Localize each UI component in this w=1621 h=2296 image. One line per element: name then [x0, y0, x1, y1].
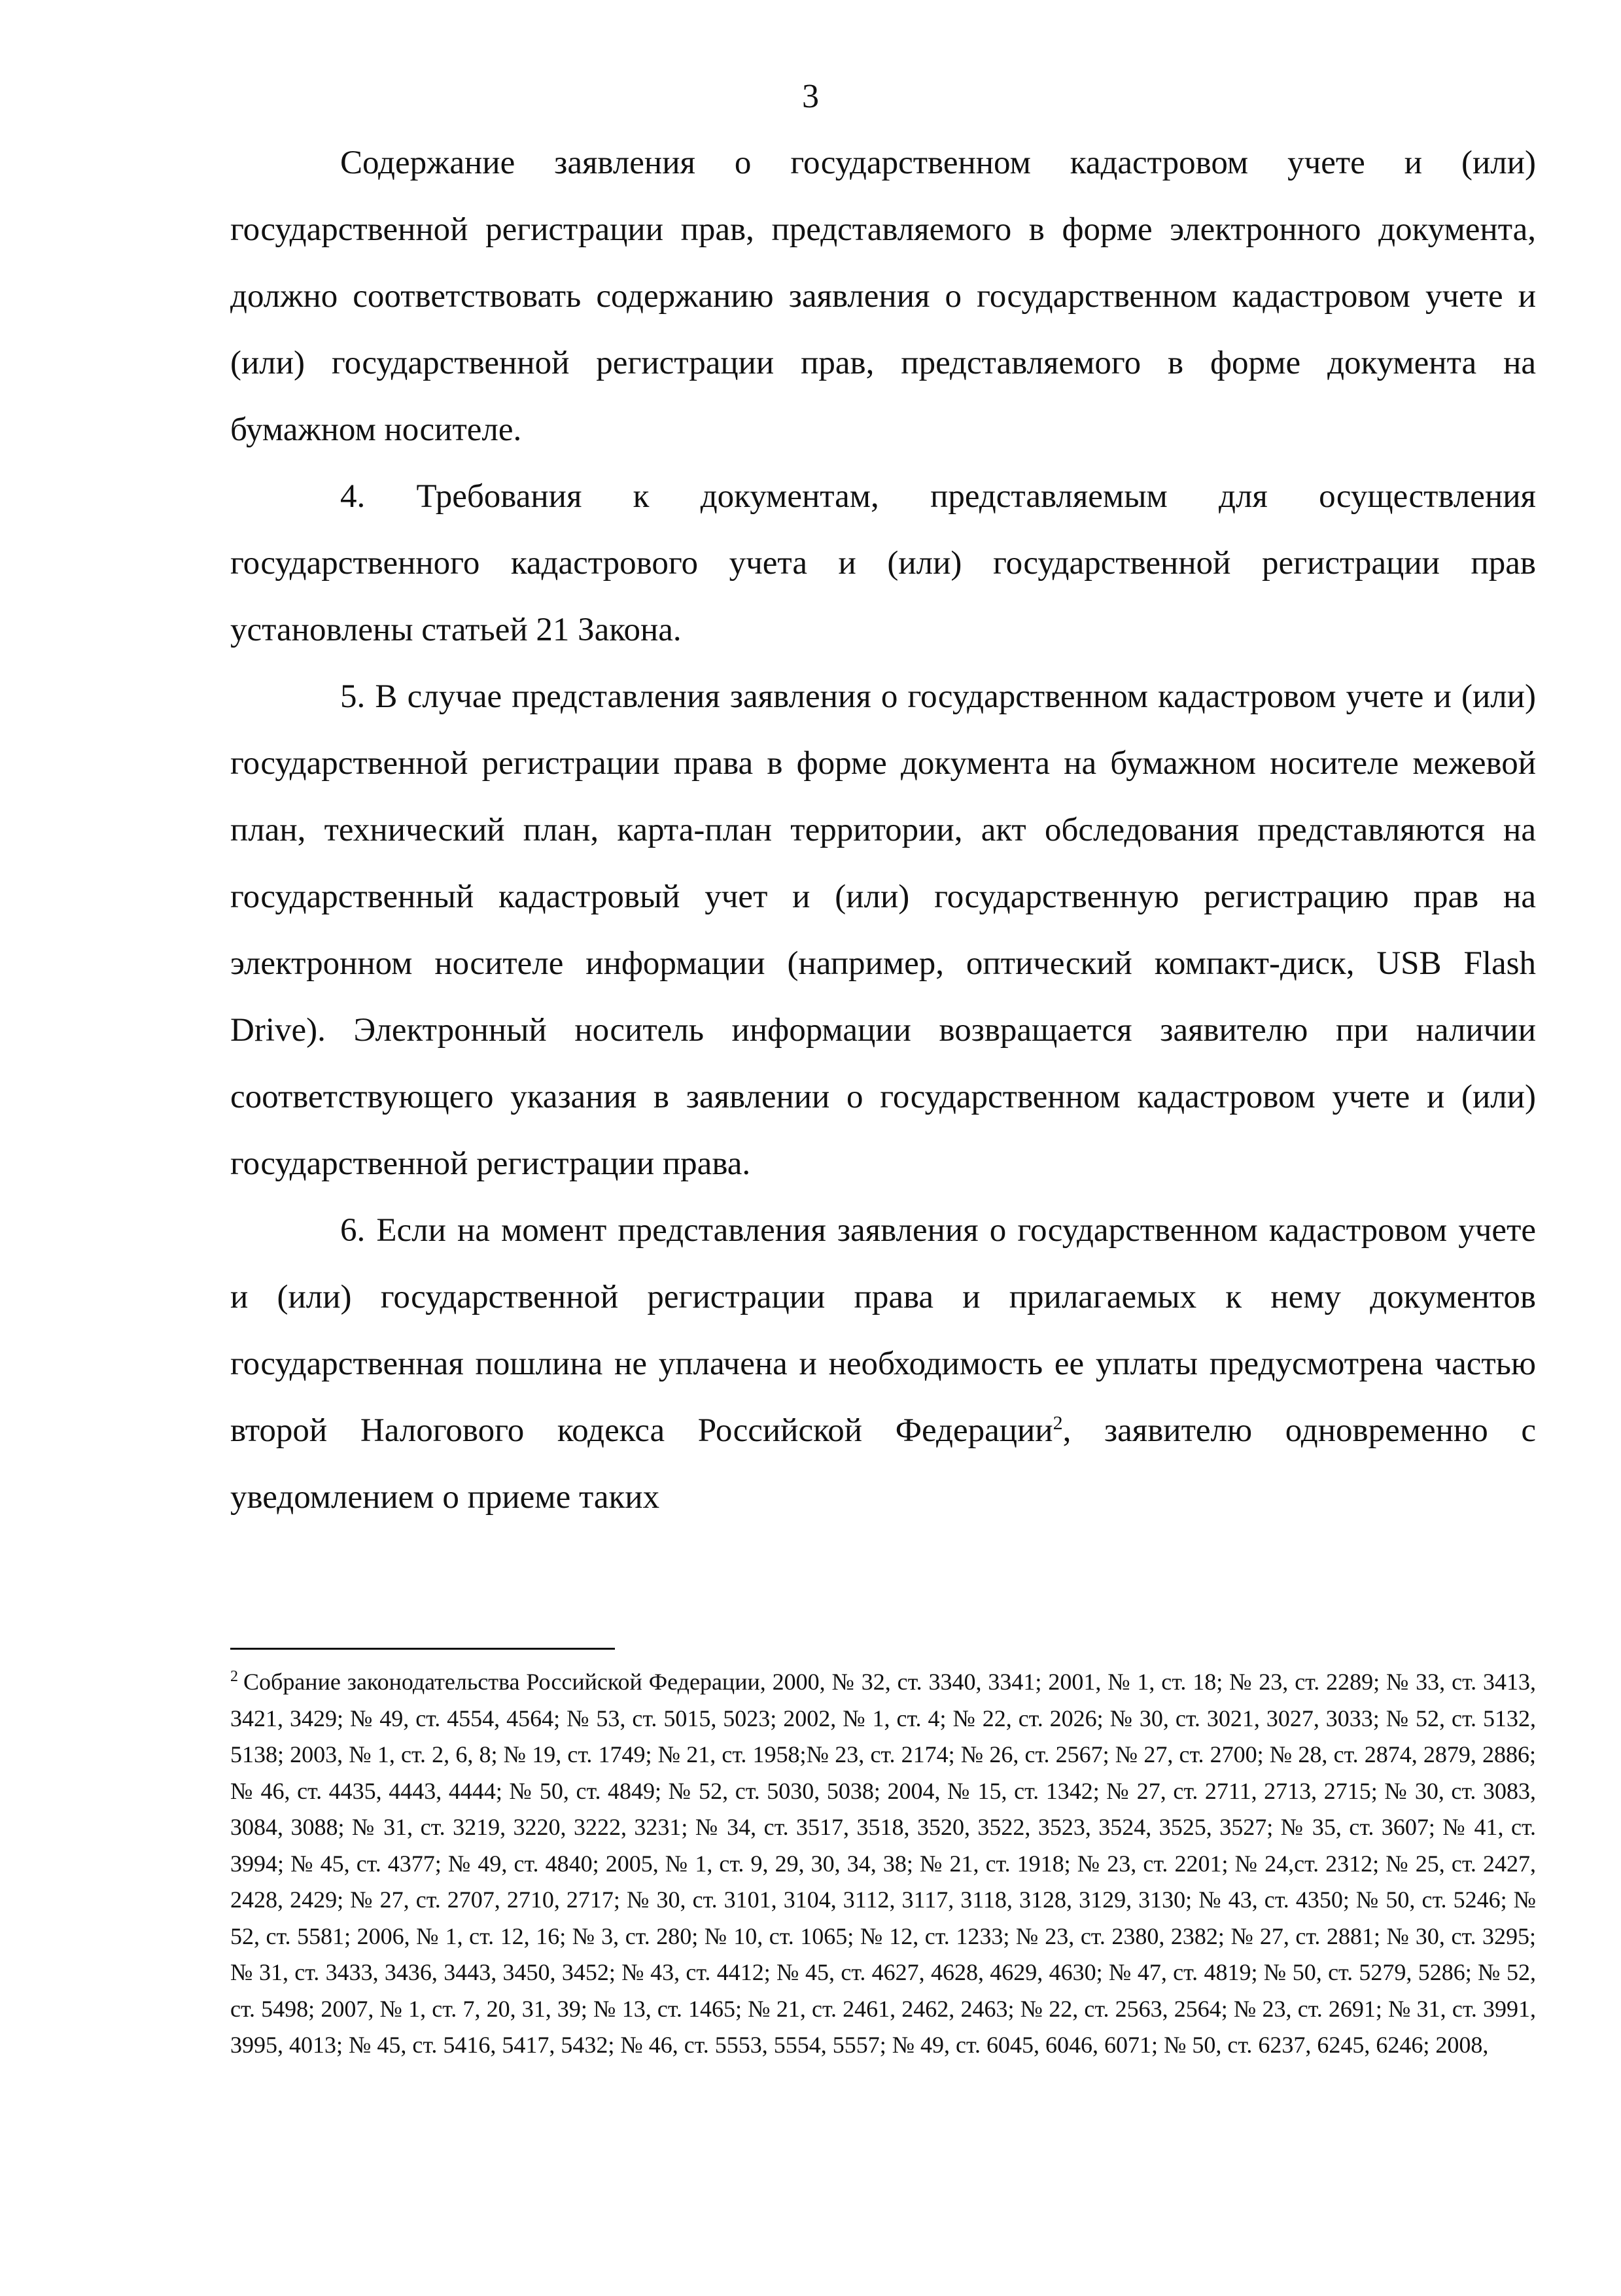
footnote-reference: 2: [1053, 1412, 1063, 1434]
footnote-text: Собрание законодательства Российской Федерации, 2000, № 32, ст. 3340, 3341; 2001, № 1, ст. 18; № 23, ст. 2289; № 33, ст. 3413, 3421, 3429; № 49, ст. 4554, 4564; № 53, ст. 5015, 5023; 2002, № 1, ст. 4; № 22, ст. 2026; № 30, ст. 3021, 3027, 3033; № 52, ст. 5132, 5138; 2003, № 1, ст. 2, 6, 8; № 19, ст. 1749; № 21, ст. 1958;№ 23, ст. 2174; № 26, ст. 2567; № 27, ст. 2700; № 28, ст. 2874, 2879, 2886; № 46, ст. 4435, 4443, 4444; № 50, ст. 4849; № 52, ст. 5030, 5038; 2004, № 15, ст. 1342; № 27, ст. 2711, 2713, 2715; № 30, ст. 3083, 3084, 3088; № 31, ст. 3219, 3220, 3222, 3231; № 34, ст. 3517, 3518, 3520, 3522, 3523, 3524, 3525, 3527; № 35, ст. 3607; № 41, ст. 3994; № 45, ст. 4377; № 49, ст. 4840; 2005, № 1, ст. 9, 29, 30, 34, 38; № 21, ст. 1918; № 23, ст. 2201; № 24,ст. 2312; № 25, ст. 2427, 2428, 2429; № 27, ст. 2707, 2710, 2717; № 30, ст. 3101, 3104, 3112, 3117, 3118, 3128, 3129, 3130; № 43, ст. 4350; № 50, ст. 5246; № 52, ст. 5581; 2006, № 1, ст. 12, 16; № 3, ст. 280; № 10, ст. 1065; № 12, ст. 1233; № 23, ст. 2380, 2382; № 27, ст. 2881; № 30, ст. 3295; № 31, ст. 3433, 3436, 3443, 3450, 3452; № 43, ст. 4412; № 45, ст. 4627, 4628, 4629, 4630; № 47, ст. 4819; № 50, ст. 5279, 5286; № 52, ст. 5498; 2007, № 1, ст. 7, 20, 31, 39; № 13, ст. 1465; № 21, ст. 2461, 2462, 2463; № 22, ст. 2563, 2564; № 23, ст. 2691; № 31, ст. 3991, 3995, 4013; № 45, ст. 5416, 5417, 5432; № 46, ст. 5553, 5554, 5557; № 49, ст. 6045, 6046, 6071; № 50, ст. 6237, 6245, 6246; 2008,: [230, 1669, 1536, 2058]
paragraph-4-document-requirements: 4. Требования к документам, представляемым для осуществления государственного кадастрового учета и (или) государственной регистрации прав установлены статьей 21 Закона.: [230, 478, 1536, 648]
footnote: [230, 1664, 1536, 2064]
paragraph-electronic-form: Содержание заявления о государственном кадастровом учете и (или) государственной регистрации прав, представляемого в форме электронного документа, должно соответствовать содержанию заявления о государственном кадастровом учете и (или) государственной регистрации прав, представляемого в форме документа на бумажном носителе.: [230, 145, 1536, 448]
paragraph-6-text-before: 6. Если на момент представления заявления о государственном кадастровом учете и (или) государственной регистрации права и прилагаемых к нему документов государственная пошлина не уплачена и необходимость ее уплаты предусмотрена частью второй Налогового кодекса Российской Федерации: [230, 1212, 1536, 1449]
paragraph-5-electronic-media: 5. В случае представления заявления о государственном кадастровом учете и (или) государственной регистрации права в форме документа на бумажном носителе межевой план, технический план, карта-план территории, акт обследования представляются на государственный кадастровый учет и (или) государственную регистрацию прав на электронном носителе информации (например, оптический компакт-диск, USB Flash Drive). Электронный носитель информации возвращается заявителю при наличии соответствующего указания в заявлении о государственном кадастровом учете и (или) государственной регистрации права.: [230, 678, 1536, 1182]
page-number: 3: [802, 78, 819, 115]
footnote-divider: [230, 1648, 615, 1650]
paragraph-6-text-after: , заявителю одновременно с уведомлением о приеме таких: [230, 1412, 1536, 1516]
footnote-mark: 2: [230, 1668, 238, 1685]
paragraph-6-state-duty: [230, 1197, 1536, 1531]
document-body: [230, 130, 1536, 1531]
